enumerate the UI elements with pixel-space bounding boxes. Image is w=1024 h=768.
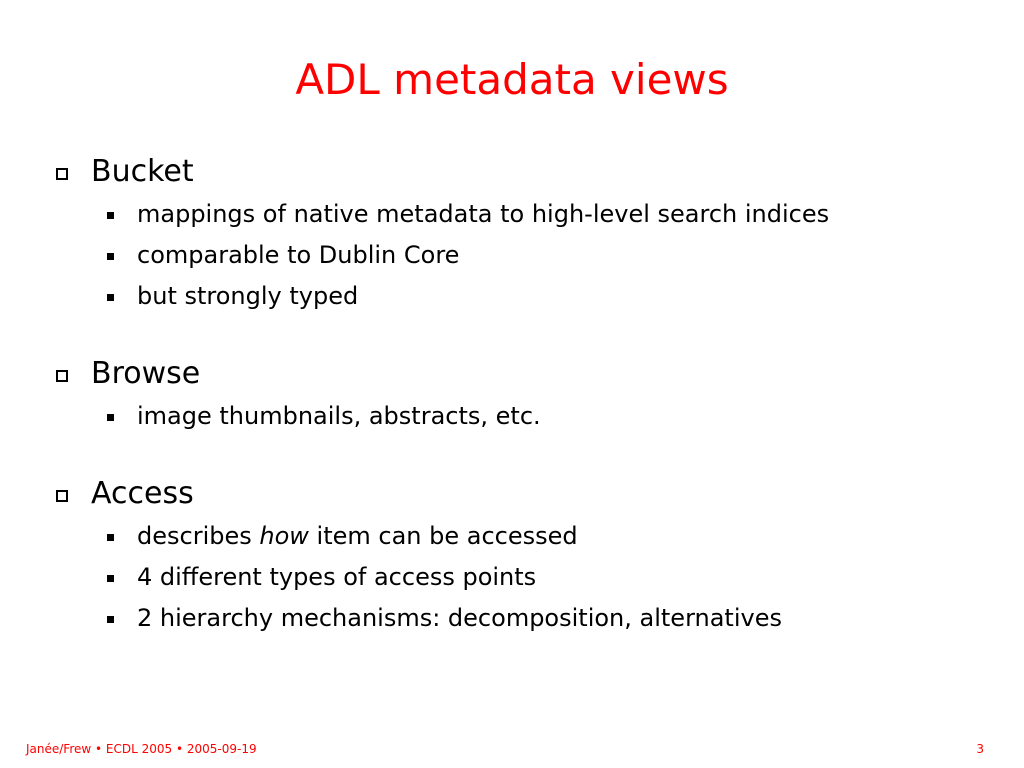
bullet-item-level2 — [107, 557, 996, 598]
bullet-heading: Access — [91, 476, 194, 511]
emphasis-text: how — [259, 522, 309, 550]
bullet-text: but strongly typed — [137, 282, 359, 310]
bullet-item-level2 — [107, 516, 996, 557]
bullet-item-level2 — [107, 276, 996, 317]
section-browse — [56, 352, 996, 437]
filled-square-bullet-icon — [107, 616, 114, 623]
bullet-item-level1 — [56, 150, 996, 194]
hollow-square-bullet-icon — [56, 168, 68, 180]
hollow-square-bullet-icon — [56, 490, 68, 502]
bullet-text — [137, 516, 578, 557]
bullet-text: mappings of native metadata to high-level search indices — [137, 200, 830, 228]
bullet-item-level1 — [56, 352, 996, 396]
filled-square-bullet-icon — [107, 294, 114, 301]
bullet-text: 2 hierarchy mechanisms: decomposition, alternatives — [137, 604, 782, 632]
section-access — [56, 472, 996, 639]
bullet-list — [56, 150, 996, 639]
filled-square-bullet-icon — [107, 414, 114, 421]
bullet-heading: Browse — [91, 356, 201, 391]
hollow-square-bullet-icon — [56, 370, 68, 382]
slide-footer: Janée/Frew • ECDL 2005 • 2005-09-19 — [26, 742, 257, 756]
slide-title: ADL metadata views — [295, 55, 729, 104]
filled-square-bullet-icon — [107, 212, 114, 219]
page-number: 3 — [976, 742, 984, 756]
filled-square-bullet-icon — [107, 575, 114, 582]
bullet-text: comparable to Dublin Core — [137, 241, 460, 269]
bullet-item-level2 — [107, 396, 996, 437]
bullet-item-level2 — [107, 598, 996, 639]
section-bucket — [56, 150, 996, 317]
bullet-text: image thumbnails, abstracts, etc. — [137, 402, 541, 430]
bullet-item-level2 — [107, 235, 996, 276]
bullet-item-level2 — [107, 194, 996, 235]
filled-square-bullet-icon — [107, 534, 114, 541]
bullet-text: 4 different types of access points — [137, 563, 537, 591]
filled-square-bullet-icon — [107, 253, 114, 260]
bullet-item-level1 — [56, 472, 996, 516]
bullet-heading: Bucket — [91, 154, 194, 189]
bullet-text-part: item can be accessed — [308, 522, 578, 550]
bullet-text-part: describes — [137, 522, 260, 550]
